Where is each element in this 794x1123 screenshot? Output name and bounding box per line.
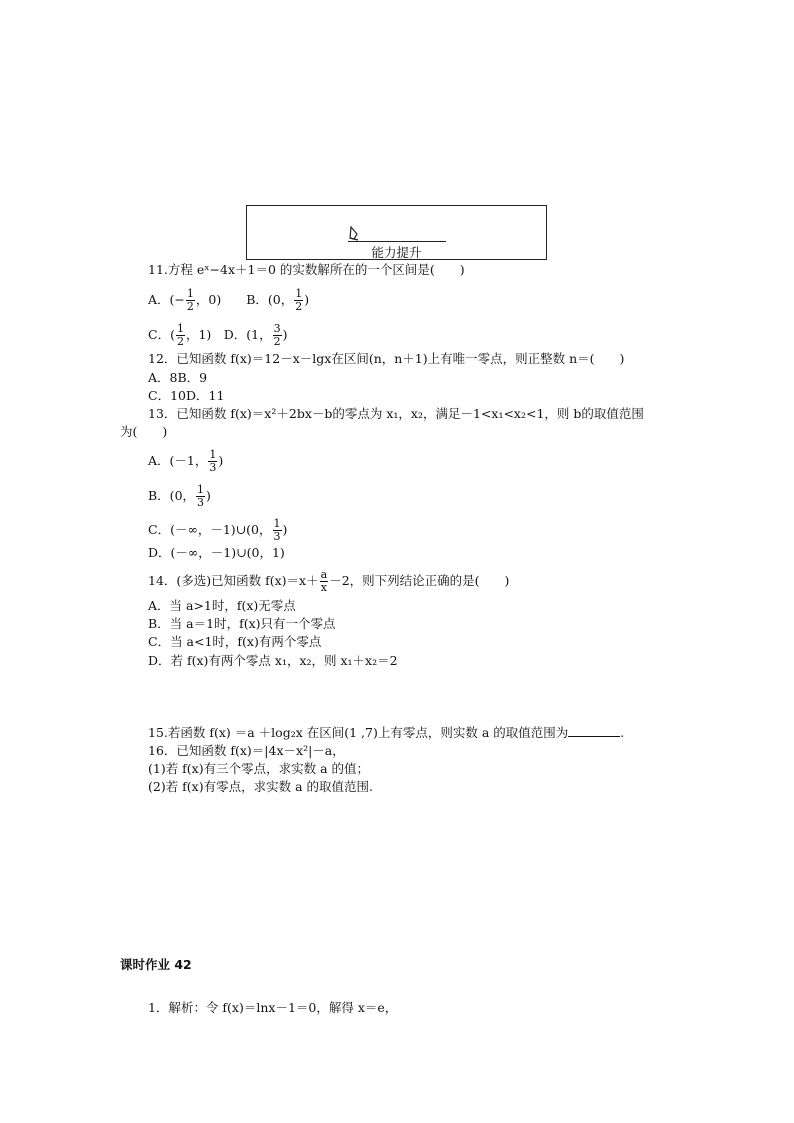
fraction: $\frac{1}{2}$ (186, 287, 194, 313)
question-12-stem: 12．已知函数 f(x)＝12－x－lgx在区间(n，n＋1)上有唯一零点，则正整数 n＝( ) (148, 351, 625, 366)
question-14-option-d: D．若 f(x)有两个零点 x₁，x₂，则 x₁＋x₂＝2 (148, 653, 398, 668)
question-13-option-d: D．(－∞，－1)∪(0，1) (148, 545, 285, 560)
question-13-stem: 13．已知函数 f(x)＝x²＋2bx－b的零点为 x₁，x₂，满足－1<x₁<x₂<1，则 b的取值范围 (148, 406, 644, 421)
question-14-option-a: A．当 a>1时，f(x)无零点 (148, 598, 296, 613)
fraction: $\frac{a}{x}$ (320, 568, 328, 594)
question-15-stem: 15.若函数 f(x) ＝a ＋log₂x 在区间(1 ,7)上有零点，则实数 a 的取值范围为 . (148, 725, 625, 740)
section-banner (246, 205, 547, 260)
banner-underline (348, 241, 446, 242)
question-13-option-a: A．(－1， $\frac{1}{3}$ ) (148, 448, 224, 474)
question-12-options-cd: C．10D．11 (148, 388, 225, 403)
banner-title: 能力提升 (371, 245, 422, 260)
fraction: $\frac{1}{2}$ (176, 322, 184, 348)
answer-blank (568, 725, 620, 737)
fraction: $\frac{3}{2}$ (273, 322, 281, 348)
question-14-option-c: C．当 a<1时，f(x)有两个零点 (148, 634, 322, 649)
answer-1: 1．解析：令 f(x)＝lnx－1＝0，解得 x＝e， (148, 1000, 398, 1015)
question-16-part-2: (2)若 f(x)有零点，求实数 a 的取值范围. (148, 779, 373, 794)
question-14-stem: 14．(多选)已知函数 f(x)＝x＋ $\frac{a}{x}$ －2，则下列结论正确的是( ) (148, 568, 510, 594)
question-14-option-b: B．当 a＝1时，f(x)只有一个零点 (148, 616, 336, 631)
question-13-option-c: C．(－∞，－1)∪(0， $\frac{1}{3}$ ) (148, 517, 288, 543)
fraction: $\frac{1}{3}$ (273, 517, 281, 543)
question-11-stem: 11.方程 eˣ−4x＋1＝0 的实数解所在的一个区间是( ) (148, 262, 465, 277)
fraction: $\frac{1}{3}$ (197, 483, 205, 509)
question-13-option-b: B．(0， $\frac{1}{3}$ ) (148, 483, 211, 509)
answers-heading: 课时作业 42 (120, 957, 192, 972)
option-a-prefix: A．(− (148, 292, 185, 307)
question-12-options-ab: A．8B．9 (148, 370, 208, 385)
question-16-part-1: (1)若 f(x)有三个零点，求实数 a 的值； (148, 761, 370, 776)
question-13-stem-cont: 为( ) (120, 424, 168, 439)
pen-nib-icon (348, 225, 362, 241)
question-16-stem: 16．已知函数 f(x)＝|4x－x²|－a， (148, 743, 345, 758)
question-11-options-cd: C．( $\frac{1}{2}$ ，1) D．(1， $\frac{3}{2}$ ) (148, 322, 288, 348)
option-b-prefix: ，0) B．(0， (195, 292, 294, 307)
fraction: $\frac{1}{3}$ (209, 448, 217, 474)
fraction: $\frac{1}{2}$ (295, 287, 303, 313)
question-11-options-ab: A．(− $\frac{1}{2}$ ，0) B．(0， $\frac{1}{2}$ ) (148, 287, 310, 313)
